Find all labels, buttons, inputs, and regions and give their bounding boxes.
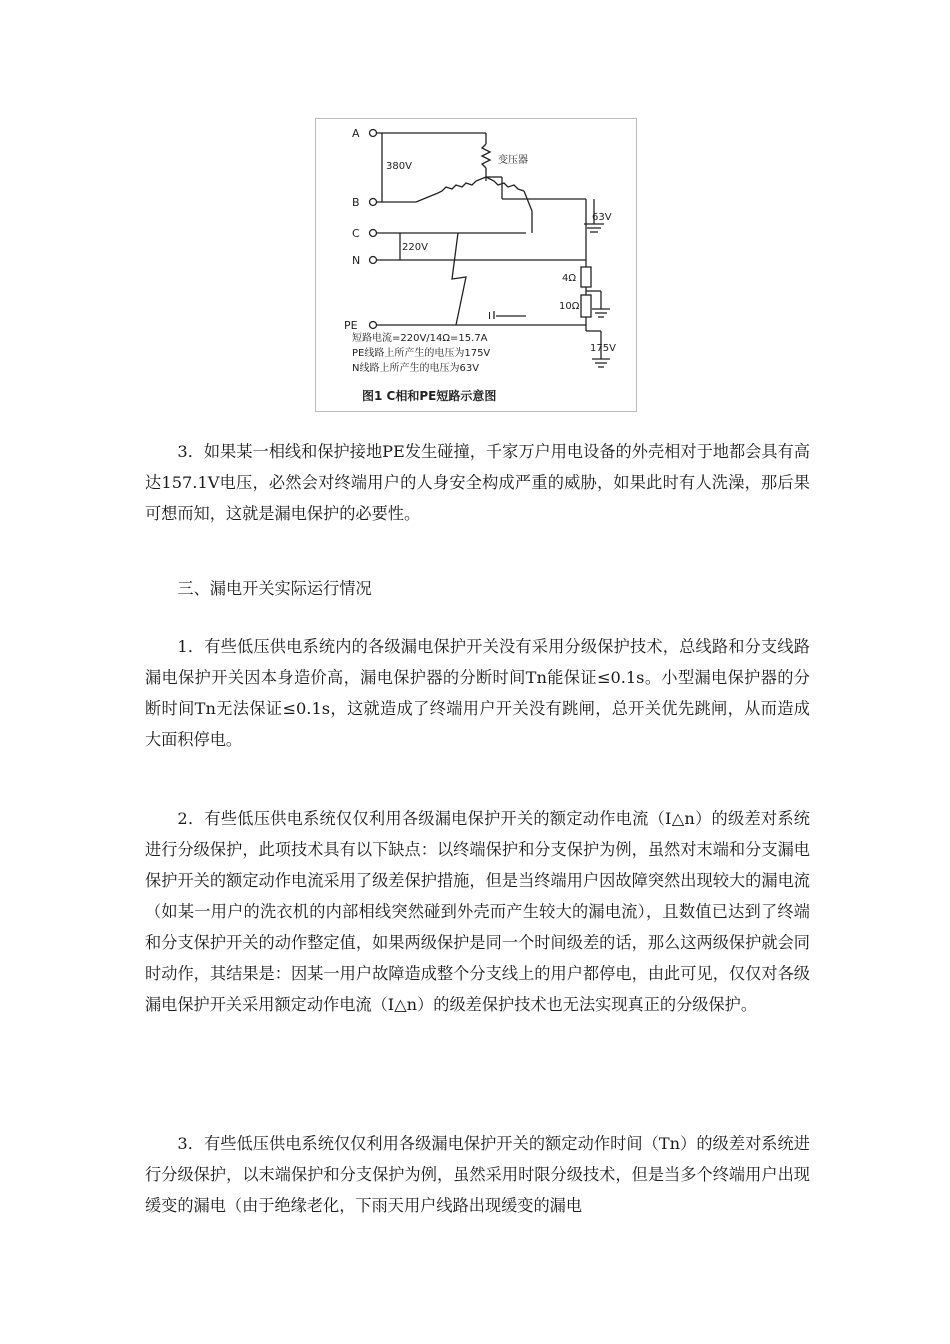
terminal-pe (370, 322, 377, 329)
paragraph-item-3: 3．有些低压供电系统仅仅利用各级漏电保护开关的额定动作时间（Tn）的级差对系统进行分级保护，以末端保护和分支保护为例，虽然采用时限分级技术，但是当多个终端用户出现缓变的漏电（由于绝缘老化，下雨天用户线路出现缓变的漏电 (145, 1134, 810, 1215)
circuit-figure (315, 118, 637, 412)
label-pe: PE (344, 319, 358, 332)
paragraph-hazard: 3．如果某一相线和保护接地PE发生碰撞，千家万户用电设备的外壳相对于地都会具有高达157.1V电压，必然会对终端用户的人身安全构成严重的威胁，如果此时有人洗澡，那后果可想而知，这就是漏电保护的必要性。 (145, 442, 810, 523)
label-current: I (488, 311, 491, 322)
label-63v: 63V (592, 212, 612, 223)
label-a: A (352, 127, 360, 140)
label-10ohm: 10Ω (559, 301, 580, 312)
label-380v: 380V (386, 161, 412, 172)
terminal-n (370, 257, 377, 264)
note-n-voltage: N线路上所产生的电压为63V (352, 363, 480, 374)
note-pe-voltage: PE线路上所产生的电压为175V (352, 348, 491, 359)
terminal-a (370, 130, 377, 137)
paragraph-item-1: 1．有些低压供电系统内的各级漏电保护开关没有采用分级保护技术，总线路和分支线路漏电保护开关因本身造价高，漏电保护器的分断时间Tn能保证≤0.1s。小型漏电保护器的分断时间Tn无法保证≤0.1s，这就造成了终端用户开关没有跳闸，总开关优先跳闸，从而造成大面积停电。 (145, 637, 810, 749)
paragraph-item-2: 2．有些低压供电系统仅仅利用各级漏电保护开关的额定动作电流（I△n）的级差对系统进行分级保护，此项技术具有以下缺点：以终端保护和分支保护为例，虽然对末端和分支漏电保护开关的额定动作电流采用了级差保护措施，但是当终端用户因故障突然出现较大的漏电流（如某一用户的洗衣机的内部相线突然碰到外壳而产生较大的漏电流），且数值已达到了终端和分支保护开关的动作整定值，如果两级保护是同一个时间级差的话，那么这两级保护就会同时动作，其结果是：因某一用户故障造成整个分支线上的用户都停电，由此可见，仅仅对各级漏电保护开关采用额定动作电流（I△n）的级差保护技术也无法实现真正的分级保护。 (145, 809, 810, 1014)
label-transformer: 变压器 (498, 155, 528, 166)
section-heading: 三、漏电开关实际运行情况 (177, 579, 372, 598)
label-c: C (352, 227, 360, 240)
label-4ohm: 4Ω (562, 273, 577, 284)
label-175v: 175V (590, 343, 616, 354)
label-n: N (352, 254, 361, 267)
label-b: B (352, 196, 360, 209)
label-220v: 220V (402, 242, 428, 253)
circuit-diagram (316, 119, 636, 411)
terminal-c (370, 230, 377, 237)
note-short-current: 短路电流=220V/14Ω=15.7A (352, 333, 488, 344)
terminal-b (370, 199, 377, 206)
figure-caption: 图1 C相和PE短路示意图 (362, 389, 497, 403)
